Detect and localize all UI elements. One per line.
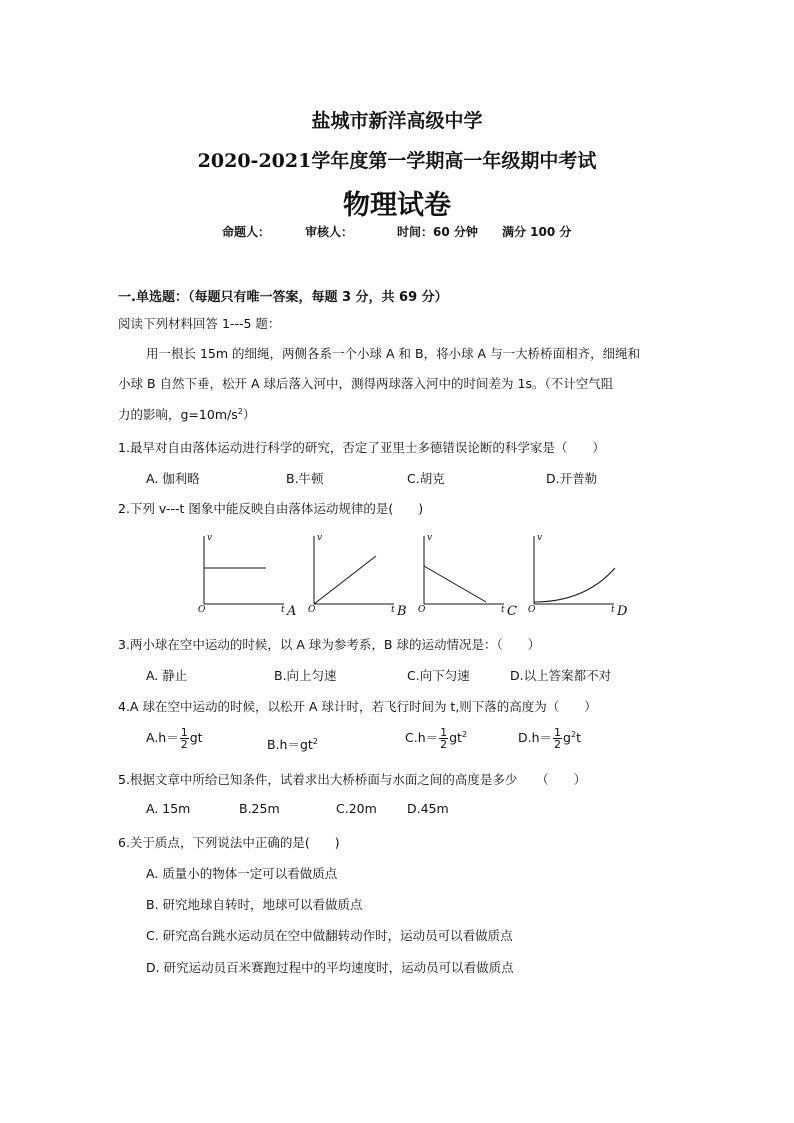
passage-line-3: 力的影响，$g=10m/s^2$） xyxy=(118,406,256,422)
graph-b-origin: O xyxy=(308,605,316,615)
graph-d-axis-t: t xyxy=(611,605,615,615)
fraction-one-half: $\frac{1}{2}$ xyxy=(554,726,562,751)
graph-d xyxy=(534,536,615,604)
q6-option-b: B. 研究地球自转时，地球可以看做质点 xyxy=(146,897,363,912)
question-4-stem: 4.A 球在空中运动的时候，以松开 A 球计时，若飞行时间为 t,则下落的高度为（ ） xyxy=(118,699,597,714)
author-label: 命题人： xyxy=(222,225,271,239)
graph-c-axis-v: v xyxy=(427,533,433,543)
vt-graphs xyxy=(190,526,640,622)
question-5-stem: 5.根据文章中所给已知条件，试着求出大桥桥面与水面之间的高度是多少 （ ） xyxy=(118,772,587,787)
q4-option-d: D.h＝ $\frac{1}{2}$ $g^2t$ xyxy=(518,726,581,751)
question-1-stem: 1.最早对自由落体运动进行科学的研究，否定了亚里士多德错误论断的科学家是（ ） xyxy=(118,440,605,455)
school-name: 盐城市新洋高级中学 xyxy=(311,110,483,132)
exam-title: 2020-2021学年度第一学期高一年级期中考试 xyxy=(197,150,597,172)
question-6-stem: 6.关于质点，下列说法中正确的是( ) xyxy=(118,835,340,850)
exam-time: 时间：60 分钟 xyxy=(397,225,478,239)
graph-a-axis-t: t xyxy=(281,605,285,615)
question-3-stem: 3.两小球在空中运动的时候，以 A 球为参考系，B 球的运动情况是：（ ） xyxy=(118,637,541,652)
reviewer-label: 审核人： xyxy=(305,225,354,239)
q1-option-c: C.胡克 xyxy=(407,471,445,486)
graph-d-label: D xyxy=(617,604,628,619)
q3-option-b: B.向上匀速 xyxy=(274,668,337,683)
q1-option-b: B.牛顿 xyxy=(286,471,324,486)
q6-option-a: A. 质量小的物体一定可以看做质点 xyxy=(146,866,338,881)
q5-option-b: B.25m xyxy=(239,801,280,816)
graph-a-axis-v: v xyxy=(207,533,213,543)
q6-option-d: D. 研究运动员百米赛跑过程中的平均速度时，运动员可以看做质点 xyxy=(146,960,514,975)
graph-c-origin: O xyxy=(418,605,426,615)
passage-line-1: 用一根长 15m 的细绳，两侧各系一个小球 A 和 B，将小球 A 与一大桥桥面相齐，细绳和 xyxy=(146,346,641,361)
q1-option-d: D.开普勒 xyxy=(546,471,598,486)
q5-option-c: C.20m xyxy=(336,801,377,816)
fraction-one-half: $\frac{1}{2}$ xyxy=(440,726,448,751)
graph-c-axis-t: t xyxy=(501,605,505,615)
graph-b xyxy=(314,536,394,604)
q6-option-c: C. 研究高台跳水运动员在空中做翻转动作时，运动员可以看做质点 xyxy=(146,928,513,943)
graph-a-origin: O xyxy=(198,605,206,615)
question-2-stem: 2.下列 v---t 图象中能反映自由落体运动规律的是( ) xyxy=(118,501,424,516)
graph-c xyxy=(424,536,504,604)
q5-option-a: A. 15m xyxy=(146,801,191,816)
graph-a-label: A xyxy=(287,604,297,619)
graph-b-axis-t: t xyxy=(391,605,395,615)
subject-title: 物理试卷 xyxy=(343,190,451,221)
q3-option-a: A. 静止 xyxy=(146,668,188,683)
full-score: 满分 100 分 xyxy=(502,225,572,239)
fraction-one-half: $\frac{1}{2}$ xyxy=(180,726,188,751)
q4-option-a: A.h＝ $\frac{1}{2}$ gt xyxy=(146,726,203,751)
section-title: 一.单选题：（每题只有唯一答案，每题 3 分，共 69 分） xyxy=(118,290,448,305)
q3-option-c: C.向下匀速 xyxy=(407,668,470,683)
q1-option-a: A. 伽利略 xyxy=(146,471,200,486)
q5-option-d: D.45m xyxy=(407,801,449,816)
reading-instruction: 阅读下列材料回答 1---5 题： xyxy=(118,316,281,331)
graph-a xyxy=(204,536,284,604)
graph-d-axis-v: v xyxy=(537,533,543,543)
passage-line-2: 小球 B 自然下垂，松开 A 球后落入河中，测得两球落入河中的时间差为 1s。（不计空气阻 xyxy=(118,376,614,391)
graph-c-label: C xyxy=(507,604,517,619)
graph-b-label: B xyxy=(397,604,407,619)
graph-b-axis-v: v xyxy=(317,533,323,543)
q4-option-b: $B.h=gt^2$ xyxy=(267,736,318,752)
q4-option-c: C.h＝ $\frac{1}{2}$ $gt^2$ xyxy=(405,726,468,751)
q3-option-d: D.以上答案都不对 xyxy=(510,668,612,683)
graph-d-origin: O xyxy=(528,605,536,615)
